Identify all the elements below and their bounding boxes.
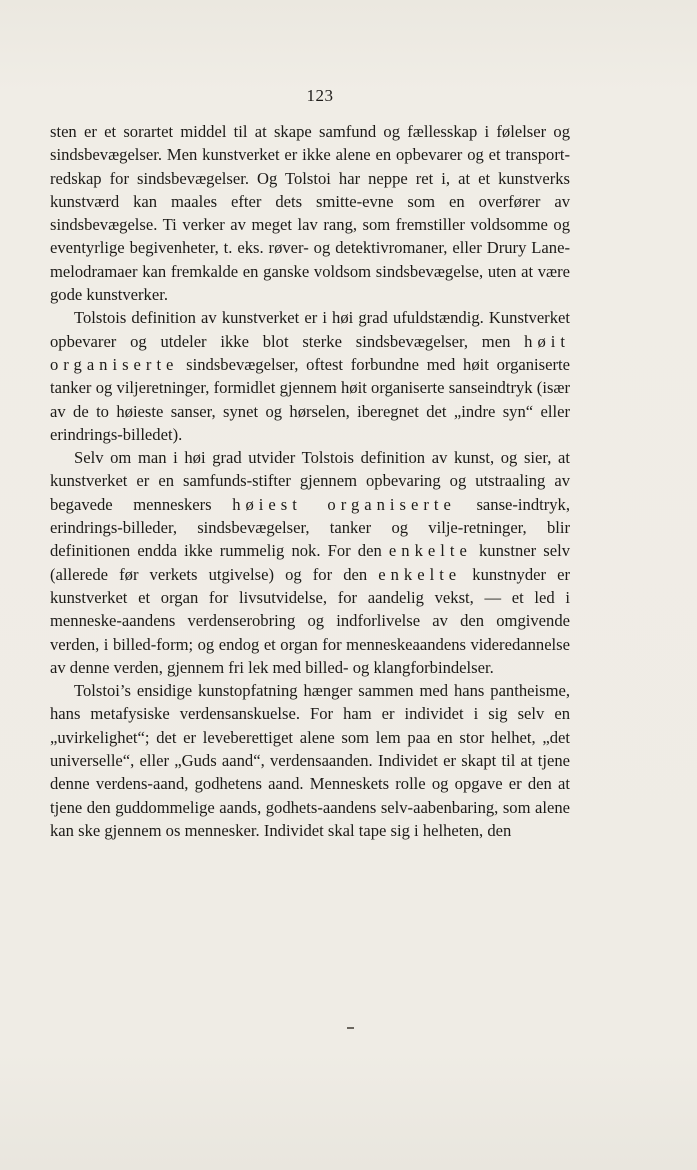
body-text xyxy=(50,120,570,842)
paragraph-p2 xyxy=(50,306,570,446)
paragraph-p3 xyxy=(50,446,570,679)
text-run: Selv om man i høi grad utvider Tolstois definition av kunst, og sier, at kunstverket er en samfunds-stifter gjennem opbevaring og utstraaling av begavede menneskers xyxy=(50,448,570,514)
text-run: kunstner selv (allerede før verkets utgivelse) og for den xyxy=(50,541,570,584)
text-run: kunstnyder er kunstverket et organ for livsutvidelse, for aandelig vekst, — et led i menneske-aandens verdenserobring og indforlivelse av den omgivende verden, i billed-form; og endog et organ for menneskeaandens videredannelse av denne verden, gjennem fri lek med billed- og klangforbindelser. xyxy=(50,564,570,677)
paragraph-p1 xyxy=(50,120,570,306)
text-run: Tolstois definition av kunstverket er i høi grad ufuldstændig. Kunstverket opbevarer og utdeler ikke blot sterke sindsbevægelser, men xyxy=(50,308,570,351)
page-number: 123 xyxy=(306,86,334,105)
emphasis-spaced-text: enkelte xyxy=(378,564,462,584)
text-run: sindsbevægelser, oftest forbundne med høit organiserte tanker og viljeretninger, formidlet gjennem høit organiserte sanseindtryk (især av de to høieste sanser, synet og hørselen, iberegnet det „indre syn“ eller erindrings-billedet). xyxy=(50,354,570,444)
paragraph-p4 xyxy=(50,679,570,842)
page-mark xyxy=(347,1027,354,1029)
text-run: Tolstoi’s ensidige kunstopfatning hænger sammen med hans pantheisme, hans metafysiske verdensanskuelse. For ham er individet i sig selv en „uvirkelighet“; det er leveberettiget alene som lem paa en stor helhet, „det universelle“, eller „Guds aand“, verdensaanden. Individet er skapt til at tjene denne verdens-aand, godhetens aand. Menneskets rolle og opgave er den at tjene den guddommelige aands, godhets-aandens selv-aabenbaring, som alene kan ske gjennem os mennesker. Individet skal tape sig i helheten, den xyxy=(50,681,570,840)
emphasis-spaced-text: enkelte xyxy=(388,541,472,561)
emphasis-spaced-text: høit organiserte xyxy=(50,331,570,374)
emphasis-spaced-text: høiest organiserte xyxy=(232,494,456,514)
text-run: sten er et sorartet middel til at skape samfund og fællesskap i følelser og sindsbevægelser. Men kunstverket er ikke alene en opbevarer og et transport-redskap for sindsbevægelser. Og Tolstoi har neppe ret i, at et kunstverks kunstværd kan maales efter dets smitte-evne som en overfører av sindsbevægelse. Ti verker av meget lav rang, som fremstiller voldsomme og eventyrlige begivenheter, t. eks. røver- og detektivromaner, eller Drury Lane-melodramaer kan fremkalde en ganske voldsom sindsbevægelse, uten at være gode kunstverker. xyxy=(50,122,570,305)
text-run: sanse-indtryk, erindrings-billeder, sindsbevægelser, tanker og vilje-retninger, blir definitionen endda ikke rummelig nok. For den xyxy=(50,494,570,561)
